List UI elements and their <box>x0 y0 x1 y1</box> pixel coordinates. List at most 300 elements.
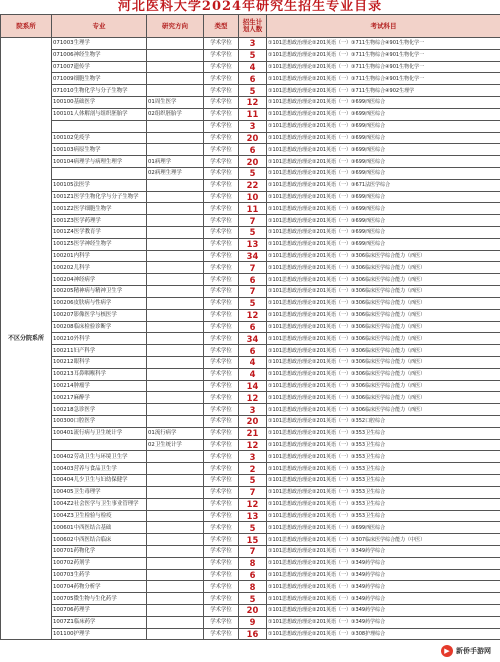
count-cell: 11 <box>239 203 267 215</box>
count-cell: 5 <box>239 475 267 487</box>
count-cell: 5 <box>239 227 267 239</box>
exam-cell: ①101思想政治理论②201英语（一）③699西医综合 <box>267 215 500 227</box>
count-cell: 22 <box>239 179 267 191</box>
table-row <box>1 545 500 557</box>
count-cell: 3 <box>239 404 267 416</box>
major-cell: 100404儿少卫生与妇幼保健学 <box>52 475 147 487</box>
major-cell: 100601中西医结合基础 <box>52 522 147 534</box>
count-cell: 6 <box>239 144 267 156</box>
type-cell: 学术学位 <box>204 156 239 168</box>
major-cell: 100104病理学与病理生理学 <box>52 156 147 168</box>
type-cell: 学术学位 <box>204 616 239 628</box>
table-row <box>1 215 500 227</box>
major-cell: 100103病原生物学 <box>52 144 147 156</box>
header-major: 专业 <box>52 15 147 38</box>
direction-cell <box>147 486 204 498</box>
type-cell: 学术学位 <box>204 73 239 85</box>
major-cell: 100405卫生毒理学 <box>52 486 147 498</box>
table-row <box>1 404 500 416</box>
table-row <box>1 557 500 569</box>
table-row <box>1 451 500 463</box>
major-cell: 100402劳动卫生与环境卫生学 <box>52 451 147 463</box>
direction-cell <box>147 38 204 50</box>
direction-cell <box>147 569 204 581</box>
table-row <box>1 203 500 215</box>
type-cell: 学术学位 <box>204 97 239 109</box>
direction-cell <box>147 250 204 262</box>
table-row <box>1 522 500 534</box>
major-cell: 1004Z2社会医学与卫生事业管理学 <box>52 498 147 510</box>
type-cell: 学术学位 <box>204 262 239 274</box>
table-row <box>1 321 500 333</box>
count-cell: 7 <box>239 286 267 298</box>
table-row <box>1 132 500 144</box>
watermark <box>439 643 496 659</box>
exam-cell: ①101思想政治理论②201英语（一）③353卫生综合 <box>267 463 500 475</box>
major-cell: 100702药剂学 <box>52 557 147 569</box>
count-cell: 12 <box>239 392 267 404</box>
type-cell: 学术学位 <box>204 581 239 593</box>
type-cell: 学术学位 <box>204 605 239 617</box>
exam-cell: ①101思想政治理论②201英语（一）③699西医综合 <box>267 97 500 109</box>
table-row <box>1 534 500 546</box>
watermark-text: 新侨手游网 <box>456 647 491 655</box>
exam-cell: ①101思想政治理论②201英语（一）③711生物综合④901生物化学一 <box>267 73 500 85</box>
major-cell: 100206皮肤病与性病学 <box>52 297 147 309</box>
table-row <box>1 85 500 97</box>
count-cell: 13 <box>239 238 267 250</box>
direction-cell <box>147 593 204 605</box>
type-cell: 学术学位 <box>204 61 239 73</box>
direction-cell <box>147 321 204 333</box>
exam-cell: ①101思想政治理论②201英语（一）③306临床医学综合能力（西医） <box>267 333 500 345</box>
exam-cell: ①101思想政治理论②201英语（一）③306临床医学综合能力（西医） <box>267 286 500 298</box>
exam-cell: ①101思想政治理论②201英语（一）③306临床医学综合能力（西医） <box>267 392 500 404</box>
direction-cell: 01周生医学 <box>147 97 204 109</box>
table-row <box>1 120 500 132</box>
exam-cell: ①101思想政治理论②201英语（一）③306临床医学综合能力（西医） <box>267 250 500 262</box>
exam-cell: ①101思想政治理论②201英语（一）③711生物综合④901生物化学一 <box>267 38 500 50</box>
exam-cell: ①101思想政治理论②201英语（一）③306临床医学综合能力（西医） <box>267 309 500 321</box>
major-cell: 100202儿科学 <box>52 262 147 274</box>
type-cell: 学术学位 <box>204 356 239 368</box>
table-row <box>1 191 500 203</box>
table-row <box>1 605 500 617</box>
exam-cell: ①101思想政治理论②201英语（一）③349药学综合 <box>267 569 500 581</box>
table-row <box>1 628 500 640</box>
count-cell: 7 <box>239 262 267 274</box>
table-row <box>1 416 500 428</box>
type-cell: 学术学位 <box>204 392 239 404</box>
count-cell: 5 <box>239 297 267 309</box>
direction-cell <box>147 49 204 61</box>
type-cell: 学术学位 <box>204 557 239 569</box>
table-row <box>1 392 500 404</box>
direction-cell <box>147 274 204 286</box>
direction-cell <box>147 297 204 309</box>
type-cell: 学术学位 <box>204 108 239 120</box>
header-dept: 院系所 <box>1 15 52 38</box>
type-cell: 学术学位 <box>204 120 239 132</box>
exam-cell: ①101思想政治理论②201英语（一）③711生物综合④901生物化学一 <box>267 61 500 73</box>
type-cell: 学术学位 <box>204 628 239 640</box>
direction-cell <box>147 144 204 156</box>
exam-cell: ①101思想政治理论②201英语（一）③353卫生综合 <box>267 475 500 487</box>
type-cell: 学术学位 <box>204 167 239 179</box>
count-cell: 12 <box>239 498 267 510</box>
direction-cell <box>147 616 204 628</box>
direction-cell <box>147 203 204 215</box>
type-cell: 学术学位 <box>204 368 239 380</box>
table-header <box>1 15 500 38</box>
direction-cell: 02病理生理学 <box>147 167 204 179</box>
major-cell: 100102免疫学 <box>52 132 147 144</box>
count-cell: 20 <box>239 416 267 428</box>
major-cell: 100210外科学 <box>52 333 147 345</box>
table-row <box>1 498 500 510</box>
direction-cell <box>147 605 204 617</box>
count-cell: 12 <box>239 97 267 109</box>
major-cell: 100705微生物与生化药学 <box>52 593 147 605</box>
major-cell: 071007遗传学 <box>52 61 147 73</box>
type-cell: 学术学位 <box>204 238 239 250</box>
direction-cell <box>147 286 204 298</box>
type-cell: 学术学位 <box>204 250 239 262</box>
table-row <box>1 380 500 392</box>
count-cell: 6 <box>239 73 267 85</box>
count-cell: 2 <box>239 463 267 475</box>
type-cell: 学术学位 <box>204 144 239 156</box>
direction-cell <box>147 345 204 357</box>
table-row <box>1 38 500 50</box>
table-row <box>1 286 500 298</box>
table-row <box>1 439 500 451</box>
type-cell: 学术学位 <box>204 475 239 487</box>
table-row <box>1 593 500 605</box>
count-cell: 4 <box>239 356 267 368</box>
direction-cell: 01病理学 <box>147 156 204 168</box>
exam-cell: ①101思想政治理论②201英语（一）③353卫生综合 <box>267 486 500 498</box>
exam-cell: ①101思想政治理论②201英语（一）③699西医综合 <box>267 108 500 120</box>
type-cell: 学术学位 <box>204 463 239 475</box>
type-cell: 学术学位 <box>204 404 239 416</box>
exam-cell: ①101思想政治理论②201英语（一）③306临床医学综合能力（西医） <box>267 380 500 392</box>
exam-cell: ①101思想政治理论②201英语（一）③699西医综合 <box>267 156 500 168</box>
count-cell: 9 <box>239 616 267 628</box>
type-cell: 学术学位 <box>204 215 239 227</box>
table-row <box>1 61 500 73</box>
direction-cell <box>147 404 204 416</box>
direction-cell <box>147 333 204 345</box>
count-cell: 5 <box>239 167 267 179</box>
exam-cell: ①101思想政治理论②201英语（一）③353卫生综合 <box>267 451 500 463</box>
table-row <box>1 238 500 250</box>
exam-cell: ①101思想政治理论②201英语（一）③307临床医学综合能力（中医） <box>267 534 500 546</box>
table-row <box>1 463 500 475</box>
count-cell: 7 <box>239 486 267 498</box>
major-cell: 071010生物化学与分子生物学 <box>52 85 147 97</box>
major-cell <box>52 439 147 451</box>
type-cell: 学术学位 <box>204 534 239 546</box>
major-cell: 1001Z4医学教育学 <box>52 227 147 239</box>
count-cell: 3 <box>239 120 267 132</box>
count-cell: 13 <box>239 510 267 522</box>
major-cell: 071003生理学 <box>52 38 147 50</box>
exam-cell: ①101思想政治理论②201英语（一）③699西医综合 <box>267 227 500 239</box>
exam-cell: ①101思想政治理论②201英语（一）③353卫生综合 <box>267 427 500 439</box>
direction-cell <box>147 392 204 404</box>
direction-cell <box>147 545 204 557</box>
exam-cell: ①101思想政治理论②201英语（一）③349药学综合 <box>267 605 500 617</box>
direction-cell <box>147 380 204 392</box>
count-cell: 3 <box>239 38 267 50</box>
table-row <box>1 297 500 309</box>
count-cell: 6 <box>239 274 267 286</box>
exam-cell: ①101思想政治理论②201英语（一）③349药学综合 <box>267 593 500 605</box>
major-cell: 100703生药学 <box>52 569 147 581</box>
major-cell: 100205精神病与精神卫生学 <box>52 286 147 298</box>
exam-cell: ①101思想政治理论②201英语（一）③699西医综合 <box>267 522 500 534</box>
type-cell: 学术学位 <box>204 427 239 439</box>
major-cell: 100706药理学 <box>52 605 147 617</box>
major-cell: 1007Z1临床药学 <box>52 616 147 628</box>
table-row <box>1 167 500 179</box>
direction-cell <box>147 522 204 534</box>
type-cell: 学术学位 <box>204 286 239 298</box>
exam-cell: ①101思想政治理论②201英语（一）③699西医综合 <box>267 238 500 250</box>
major-cell: 100217麻醉学 <box>52 392 147 404</box>
direction-cell <box>147 356 204 368</box>
type-cell: 学术学位 <box>204 498 239 510</box>
major-cell: 100204神经病学 <box>52 274 147 286</box>
count-cell: 8 <box>239 581 267 593</box>
type-cell: 学术学位 <box>204 593 239 605</box>
type-cell: 学术学位 <box>204 439 239 451</box>
direction-cell: 01流行病学 <box>147 427 204 439</box>
exam-cell: ①101思想政治理论②201英语（一）③306临床医学综合能力（西医） <box>267 404 500 416</box>
type-cell: 学术学位 <box>204 85 239 97</box>
count-cell: 20 <box>239 605 267 617</box>
table-row <box>1 475 500 487</box>
exam-cell: ①101思想政治理论②201英语（一）③349药学综合 <box>267 581 500 593</box>
direction-cell <box>147 73 204 85</box>
table-row <box>1 250 500 262</box>
table-row <box>1 97 500 109</box>
direction-cell <box>147 227 204 239</box>
table-row <box>1 309 500 321</box>
type-cell: 学术学位 <box>204 321 239 333</box>
major-cell <box>52 120 147 132</box>
major-cell: 100300口腔医学 <box>52 416 147 428</box>
major-cell: 100100基础医学 <box>52 97 147 109</box>
major-cell: 100213耳鼻咽喉科学 <box>52 368 147 380</box>
type-cell: 学术学位 <box>204 191 239 203</box>
type-cell: 学术学位 <box>204 38 239 50</box>
direction-cell <box>147 179 204 191</box>
type-cell: 学术学位 <box>204 510 239 522</box>
count-cell: 3 <box>239 451 267 463</box>
exam-cell: ①101思想政治理论②201英语（一）③699西医综合 <box>267 120 500 132</box>
count-cell: 20 <box>239 156 267 168</box>
header-count: 招生计划人数 <box>239 15 267 38</box>
table-row <box>1 486 500 498</box>
table-row <box>1 569 500 581</box>
count-cell: 11 <box>239 108 267 120</box>
count-cell: 8 <box>239 557 267 569</box>
exam-cell: ①101思想政治理论②201英语（一）③699西医综合 <box>267 167 500 179</box>
table-row <box>1 616 500 628</box>
direction-cell <box>147 191 204 203</box>
count-cell: 5 <box>239 49 267 61</box>
exam-cell: ①101思想政治理论②201英语（一）③353卫生综合 <box>267 439 500 451</box>
count-cell: 21 <box>239 427 267 439</box>
count-cell: 6 <box>239 321 267 333</box>
major-cell: 1004Z3卫生检验与检疫 <box>52 510 147 522</box>
type-cell: 学术学位 <box>204 227 239 239</box>
direction-cell <box>147 215 204 227</box>
major-cell: 100401流行病与卫生统计学 <box>52 427 147 439</box>
count-cell: 6 <box>239 345 267 357</box>
direction-cell <box>147 510 204 522</box>
type-cell: 学术学位 <box>204 416 239 428</box>
major-cell: 100602中西医结合临床 <box>52 534 147 546</box>
direction-cell <box>147 463 204 475</box>
major-cell: 100212眼科学 <box>52 356 147 368</box>
count-cell: 7 <box>239 545 267 557</box>
exam-cell: ①101思想政治理论②201英语（一）③306临床医学综合能力（西医） <box>267 345 500 357</box>
count-cell: 5 <box>239 593 267 605</box>
type-cell: 学术学位 <box>204 274 239 286</box>
game-logo-icon: ▶ <box>441 645 453 657</box>
type-cell: 学术学位 <box>204 179 239 191</box>
count-cell: 7 <box>239 215 267 227</box>
count-cell: 5 <box>239 522 267 534</box>
major-cell: 100201内科学 <box>52 250 147 262</box>
count-cell: 14 <box>239 380 267 392</box>
document-title: 河北医科大学2024年研究生招生专业目录 <box>117 0 383 14</box>
count-cell: 4 <box>239 368 267 380</box>
exam-cell: ①101思想政治理论②201英语（一）③699西医综合 <box>267 132 500 144</box>
major-cell: 1001Z1医学生物化学与分子生物学 <box>52 191 147 203</box>
type-cell: 学术学位 <box>204 569 239 581</box>
major-cell: 1001Z2医学细胞生物学 <box>52 203 147 215</box>
major-cell: 1001Z5医学神经生物学 <box>52 238 147 250</box>
count-cell: 4 <box>239 61 267 73</box>
direction-cell <box>147 85 204 97</box>
table-row <box>1 49 500 61</box>
table-row <box>1 108 500 120</box>
exam-cell: ①101思想政治理论②201英语（一）③699西医综合 <box>267 203 500 215</box>
type-cell: 学术学位 <box>204 486 239 498</box>
table-body <box>1 38 500 640</box>
direction-cell <box>147 557 204 569</box>
major-cell: 100704药物分析学 <box>52 581 147 593</box>
exam-cell: ①101思想政治理论②201英语（一）③349药学综合 <box>267 557 500 569</box>
exam-cell: ①101思想政治理论②201英语（一）③306临床医学综合能力（西医） <box>267 297 500 309</box>
type-cell: 学术学位 <box>204 545 239 557</box>
direction-cell <box>147 534 204 546</box>
table-row <box>1 345 500 357</box>
exam-cell: ①101思想政治理论②201英语（一）③699西医综合 <box>267 191 500 203</box>
count-cell: 5 <box>239 85 267 97</box>
exam-cell: ①101思想政治理论②201英语（一）③699西医综合 <box>267 144 500 156</box>
table-row <box>1 368 500 380</box>
table-row <box>1 427 500 439</box>
direction-cell <box>147 628 204 640</box>
type-cell: 学术学位 <box>204 132 239 144</box>
header-exam: 考试科目 <box>267 15 500 38</box>
direction-cell: 02组织胚胎学 <box>147 108 204 120</box>
type-cell: 学术学位 <box>204 203 239 215</box>
major-cell: 100105法医学 <box>52 179 147 191</box>
table-row <box>1 156 500 168</box>
direction-cell <box>147 61 204 73</box>
exam-cell: ①101思想政治理论②201英语（一）③306临床医学综合能力（西医） <box>267 356 500 368</box>
exam-cell: ①101思想政治理论②201英语（一）③349药学综合 <box>267 545 500 557</box>
major-cell <box>52 167 147 179</box>
table-row <box>1 73 500 85</box>
exam-cell: ①101思想政治理论②201英语（一）③306临床医学综合能力（西医） <box>267 321 500 333</box>
direction-cell <box>147 581 204 593</box>
direction-cell <box>147 475 204 487</box>
table-row <box>1 274 500 286</box>
count-cell: 12 <box>239 309 267 321</box>
count-cell: 34 <box>239 333 267 345</box>
major-cell: 100403营养与食品卫生学 <box>52 463 147 475</box>
type-cell: 学术学位 <box>204 345 239 357</box>
exam-cell: ①101思想政治理论②201英语（一）③352口腔综合 <box>267 416 500 428</box>
major-cell: 1001Z3医学药理学 <box>52 215 147 227</box>
type-cell: 学术学位 <box>204 309 239 321</box>
table-row <box>1 179 500 191</box>
type-cell: 学术学位 <box>204 451 239 463</box>
exam-cell: ①101思想政治理论②201英语（一）③349药学综合 <box>267 616 500 628</box>
table-row <box>1 581 500 593</box>
direction-cell <box>147 309 204 321</box>
major-cell: 100211妇产科学 <box>52 345 147 357</box>
exam-cell: ①101思想政治理论②201英语（一）③671法医学综合 <box>267 179 500 191</box>
major-cell: 071006神经生物学 <box>52 49 147 61</box>
exam-cell: ①101思想政治理论②201英语（一）③306临床医学综合能力（西医） <box>267 368 500 380</box>
direction-cell <box>147 120 204 132</box>
major-cell: 100208临床检验诊断学 <box>52 321 147 333</box>
type-cell: 学术学位 <box>204 49 239 61</box>
type-cell: 学术学位 <box>204 333 239 345</box>
header-direction: 研究方向 <box>147 15 204 38</box>
direction-cell <box>147 498 204 510</box>
type-cell: 学术学位 <box>204 522 239 534</box>
direction-cell <box>147 368 204 380</box>
major-cell: 100218急诊医学 <box>52 404 147 416</box>
table-row <box>1 144 500 156</box>
exam-cell: ①101思想政治理论②201英语（一）③308护理综合 <box>267 628 500 640</box>
table-row <box>1 333 500 345</box>
direction-cell <box>147 132 204 144</box>
direction-cell <box>147 238 204 250</box>
direction-cell: 02卫生统计学 <box>147 439 204 451</box>
type-cell: 学术学位 <box>204 297 239 309</box>
exam-cell: ①101思想政治理论②201英语（一）③711生物综合④901生物化学一 <box>267 49 500 61</box>
department-cell: 不区分院系所 <box>1 38 52 640</box>
major-cell: 100701药物化学 <box>52 545 147 557</box>
count-cell: 15 <box>239 534 267 546</box>
count-cell: 10 <box>239 191 267 203</box>
count-cell: 12 <box>239 439 267 451</box>
enrollment-table <box>0 14 500 640</box>
table-row <box>1 227 500 239</box>
major-cell: 071009细胞生物学 <box>52 73 147 85</box>
count-cell: 34 <box>239 250 267 262</box>
